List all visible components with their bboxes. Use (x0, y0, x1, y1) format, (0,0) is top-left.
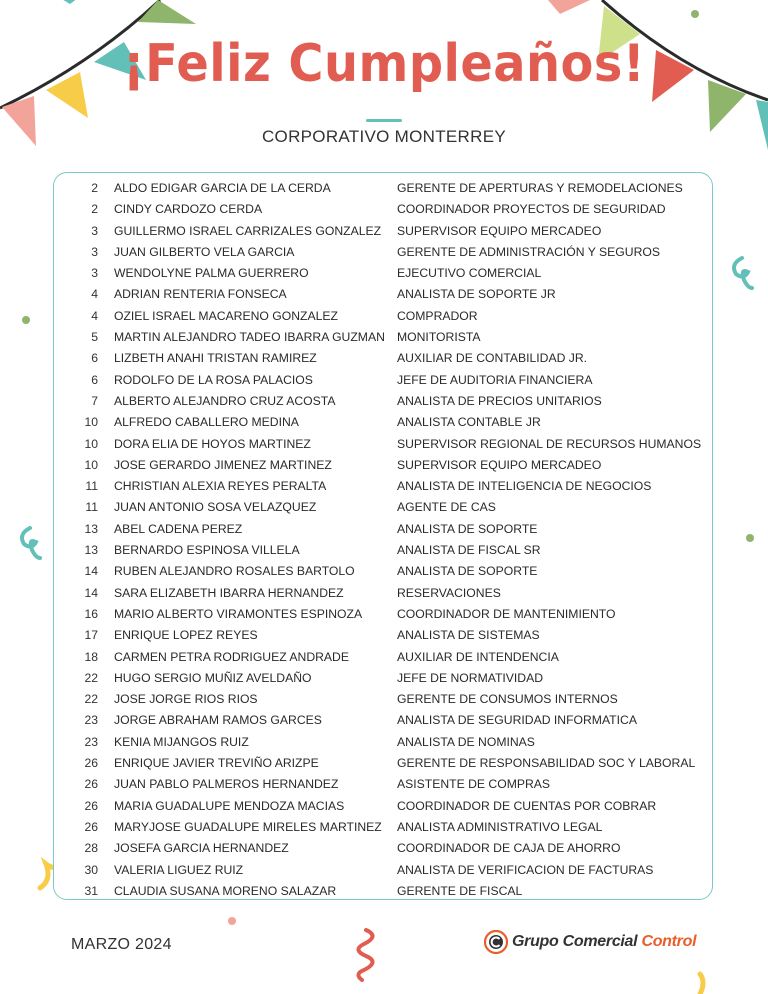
birthday-day: 30 (84, 862, 98, 877)
employee-role: RESERVACIONES (397, 585, 501, 600)
employee-name: WENDOLYNE PALMA GUERRERO (114, 266, 309, 281)
employee-role: GERENTE DE FISCAL (397, 883, 523, 898)
employee-name: JUAN ANTONIO SOSA VELAZQUEZ (114, 500, 317, 515)
employee-role: GERENTE DE ADMINISTRACIÓN Y SEGUROS (397, 244, 660, 259)
birthday-day: 3 (91, 266, 98, 281)
birthday-day: 23 (84, 713, 98, 728)
employee-name: VALERIA LIGUEZ RUIZ (114, 862, 244, 877)
birthday-day: 13 (84, 543, 98, 558)
employee-name: RUBEN ALEJANDRO ROSALES BARTOLO (114, 564, 355, 579)
birthday-day: 31 (84, 883, 98, 898)
list-item (54, 732, 712, 753)
birthday-day: 7 (91, 393, 98, 408)
employee-name: HUGO SERGIO MUÑIZ AVELDAÑO (114, 670, 312, 685)
employee-role: ANALISTA DE INTELIGENCIA DE NEGOCIOS (397, 479, 652, 494)
employee-role: ANALISTA DE PRECIOS UNITARIOS (397, 393, 602, 408)
list-item (54, 753, 712, 774)
list-item (54, 561, 712, 582)
list-item (54, 647, 712, 668)
employee-role: ANALISTA DE FISCAL SR (397, 543, 541, 558)
employee-role: ANALISTA ADMINISTRATIVO LEGAL (397, 819, 603, 834)
employee-name: JOSE JORGE RIOS RIOS (114, 692, 258, 707)
employee-name: ENRIQUE LOPEZ REYES (114, 628, 258, 643)
employee-role: ANALISTA DE SOPORTE (397, 564, 538, 579)
list-item (54, 284, 712, 305)
birthday-day: 4 (91, 287, 98, 302)
list-item (54, 412, 712, 433)
birthday-day: 2 (91, 202, 98, 217)
birthday-list (53, 172, 713, 900)
employee-role: COORDINADOR DE MANTENIMIENTO (397, 606, 616, 621)
employee-role: MONITORISTA (397, 330, 481, 345)
logo-c-icon (484, 930, 508, 954)
birthday-day: 10 (84, 436, 98, 451)
birthday-day: 2 (91, 181, 98, 195)
list-item (54, 796, 712, 817)
birthday-day: 14 (84, 585, 98, 600)
list-item (54, 668, 712, 689)
employee-name: JUAN PABLO PALMEROS HERNANDEZ (114, 777, 339, 792)
employee-role: AUXILIAR DE CONTABILIDAD JR. (397, 351, 588, 366)
birthday-day: 16 (84, 606, 98, 621)
birthday-day: 13 (84, 521, 98, 536)
employee-name: DORA ELIA DE HOYOS MARTINEZ (114, 436, 311, 451)
birthday-day: 26 (84, 756, 98, 771)
list-item (54, 306, 712, 327)
employee-role: COORDINADOR DE CAJA DE AHORRO (397, 841, 621, 856)
employee-role: ASISTENTE DE COMPRAS (397, 777, 551, 792)
employee-role: GERENTE DE APERTURAS Y REMODELACIONES (397, 181, 683, 195)
birthday-day: 6 (91, 351, 98, 366)
list-item (54, 348, 712, 369)
birthday-day: 4 (91, 308, 98, 323)
birthday-day: 5 (91, 330, 98, 345)
employee-role: JEFE DE NORMATIVIDAD (397, 670, 544, 685)
list-item (54, 476, 712, 497)
employee-name: OZIEL ISRAEL MACARENO GONZALEZ (114, 308, 338, 323)
birthday-day: 14 (84, 564, 98, 579)
birthday-day: 3 (91, 244, 98, 259)
logo-wordmark (512, 933, 696, 951)
list-item (54, 221, 712, 242)
logo-text-part2: Control (641, 933, 697, 950)
employee-role: SUPERVISOR EQUIPO MERCADEO (397, 223, 602, 238)
employee-role: JEFE DE AUDITORIA FINANCIERA (397, 372, 593, 387)
list-item (54, 391, 712, 412)
list-item (54, 710, 712, 731)
employee-name: CARMEN PETRA RODRIGUEZ ANDRADE (114, 649, 349, 664)
employee-role: ANALISTA DE VERIFICACION DE FACTURAS (397, 862, 654, 877)
birthday-day: 10 (84, 457, 98, 472)
employee-name: ALBERTO ALEJANDRO CRUZ ACOSTA (114, 393, 336, 408)
list-item (54, 370, 712, 391)
employee-role: ANALISTA DE SISTEMAS (397, 628, 540, 643)
employee-name: KENIA MIJANGOS RUIZ (114, 734, 249, 749)
employee-name: CHRISTIAN ALEXIA REYES PERALTA (114, 479, 327, 494)
employee-role: GERENTE DE RESPONSABILIDAD SOC Y LABORAL (397, 756, 696, 771)
employee-role: GERENTE DE CONSUMOS INTERNOS (397, 692, 618, 707)
list-item (54, 497, 712, 518)
list-item (54, 434, 712, 455)
list-item (54, 263, 712, 284)
birthday-day: 23 (84, 734, 98, 749)
employee-name: MARIO ALBERTO VIRAMONTES ESPINOZA (114, 606, 363, 621)
list-item (54, 774, 712, 795)
list-item (54, 455, 712, 476)
employee-role: EJECUTIVO COMERCIAL (397, 266, 542, 281)
employee-name: ALFREDO CABALLERO MEDINA (114, 415, 299, 430)
list-item (54, 838, 712, 859)
list-item (54, 583, 712, 604)
employee-role: AUXILIAR DE INTENDENCIA (397, 649, 559, 664)
birthday-day: 3 (91, 223, 98, 238)
employee-name: LIZBETH ANAHI TRISTAN RAMIREZ (114, 351, 317, 366)
page-title: ¡Feliz Cumpleaños! (122, 34, 646, 94)
employee-role: SUPERVISOR EQUIPO MERCADEO (397, 457, 602, 472)
employee-name: ADRIAN RENTERIA FONSECA (114, 287, 287, 302)
employee-name: JOSEFA GARCIA HERNANDEZ (114, 841, 289, 856)
employee-role: COORDINADOR DE CUENTAS POR COBRAR (397, 798, 657, 813)
birthday-day: 22 (84, 692, 98, 707)
list-item (54, 625, 712, 646)
list-item (54, 327, 712, 348)
employee-name: ENRIQUE JAVIER TREVIÑO ARIZPE (114, 756, 319, 771)
list-item (54, 817, 712, 838)
list-item (54, 178, 712, 199)
list-item (54, 519, 712, 540)
birthday-day: 18 (84, 649, 98, 664)
employee-role: COMPRADOR (397, 308, 478, 323)
birthday-day: 26 (84, 819, 98, 834)
birthday-day: 11 (85, 500, 98, 515)
employee-name: MARTIN ALEJANDRO TADEO IBARRA GUZMAN (114, 330, 385, 345)
employee-role: ANALISTA CONTABLE JR (397, 415, 541, 430)
employee-name: MARIA GUADALUPE MENDOZA MACIAS (114, 798, 345, 813)
employee-name: SARA ELIZABETH IBARRA HERNANDEZ (114, 585, 344, 600)
list-item (54, 860, 712, 881)
employee-name: MARYJOSE GUADALUPE MIRELES MARTINEZ (114, 819, 382, 834)
employee-name: CLAUDIA SUSANA MORENO SALAZAR (114, 883, 337, 898)
employee-name: JUAN GILBERTO VELA GARCIA (114, 244, 295, 259)
list-item (54, 881, 712, 902)
footer-date: MARZO 2024 (71, 936, 172, 953)
birthday-day: 26 (84, 777, 98, 792)
employee-name: GUILLERMO ISRAEL CARRIZALES GONZALEZ (114, 223, 382, 238)
employee-role: ANALISTA DE SOPORTE JR (397, 287, 556, 302)
list-item (54, 689, 712, 710)
list-item (54, 242, 712, 263)
employee-name: ABEL CADENA PEREZ (114, 521, 243, 536)
employee-name: BERNARDO ESPINOSA VILLELA (114, 543, 300, 558)
employee-name: CINDY CARDOZO CERDA (114, 202, 263, 217)
birthday-day: 26 (84, 798, 98, 813)
birthday-day: 22 (84, 670, 98, 685)
company-logo (484, 928, 696, 956)
list-item (54, 540, 712, 561)
birthday-day: 6 (91, 372, 98, 387)
list-item (54, 604, 712, 625)
employee-role: ANALISTA DE NOMINAS (397, 734, 535, 749)
employee-role: ANALISTA DE SOPORTE (397, 521, 538, 536)
employee-role: ANALISTA DE SEGURIDAD INFORMATICA (397, 713, 637, 728)
employee-role: AGENTE DE CAS (397, 500, 496, 515)
birthday-day: 17 (84, 628, 98, 643)
page-subtitle: CORPORATIVO MONTERREY (261, 127, 506, 146)
birthday-day: 10 (84, 415, 98, 430)
employee-name: JOSE GERARDO JIMENEZ MARTINEZ (114, 457, 332, 472)
employee-name: RODOLFO DE LA ROSA PALACIOS (114, 372, 313, 387)
birthday-day: 11 (85, 479, 98, 494)
employee-role: COORDINADOR PROYECTOS DE SEGURIDAD (397, 202, 666, 217)
employee-role: SUPERVISOR REGIONAL DE RECURSOS HUMANOS (397, 436, 702, 451)
title-divider (366, 119, 402, 122)
birthday-day: 28 (84, 841, 98, 856)
employee-name: ALDO EDIGAR GARCIA DE LA CERDA (114, 181, 331, 195)
employee-name: JORGE ABRAHAM RAMOS GARCES (114, 713, 322, 728)
logo-text-part1: Grupo Comercial (512, 933, 642, 950)
list-item (54, 199, 712, 220)
